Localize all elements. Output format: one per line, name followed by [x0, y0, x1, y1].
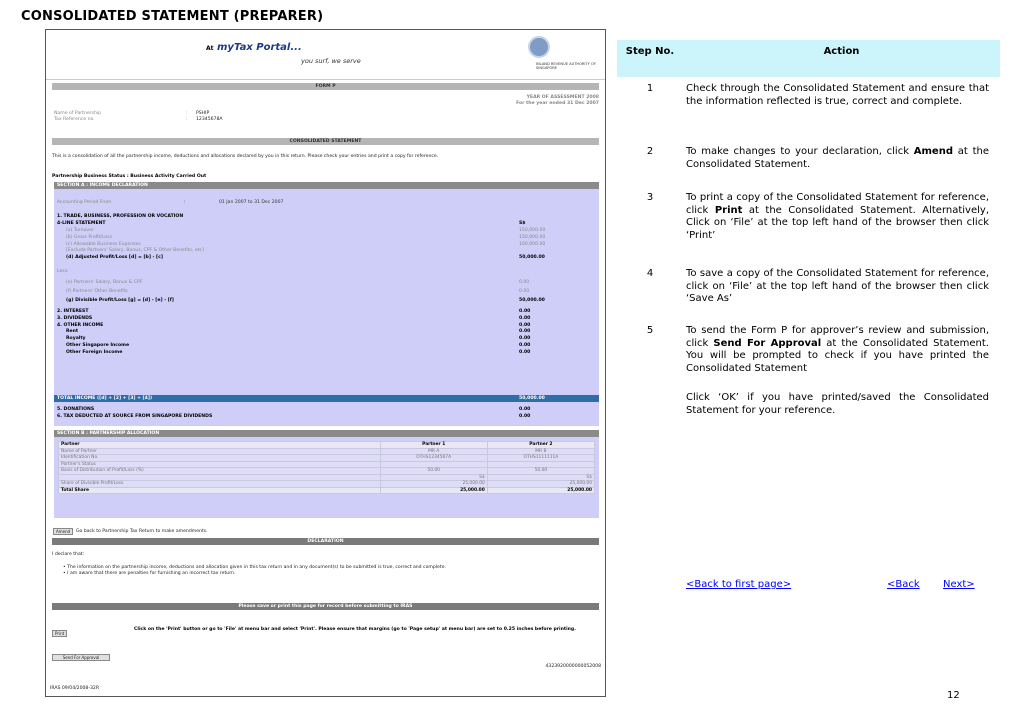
accounting-period-value: 01 Jan 2007 to 31 Dec 2007	[219, 200, 284, 205]
income-row-value: 100,000.00	[519, 241, 546, 247]
step-no-header: Step No.	[625, 46, 675, 57]
step-action	[686, 83, 989, 108]
currency-label: S$	[519, 221, 526, 226]
partner-field-value: Partner 1	[380, 442, 487, 449]
partner-field-label: Basis of Distribution of Profit/Loss (%)	[59, 468, 381, 475]
next-link[interactable]: Next>	[943, 579, 975, 590]
bullet-text: The information on the partnership income, deductions and allocation given in this tax return and in any document(s) to be submitted is true, correct and complete.	[67, 565, 446, 570]
reference-number: 4323920000000052008	[545, 664, 601, 669]
partner-field-value: 50.00	[487, 468, 594, 475]
income-row-value: 0.00	[519, 336, 531, 342]
partner-field-value: 25,000.00	[380, 481, 487, 488]
form-label-bar: FORM P	[52, 83, 599, 90]
section-a-income-declaration	[54, 182, 599, 426]
partner-field-value: MR A	[380, 448, 487, 455]
income-row-label: (b) Gross Profit/Loss	[66, 234, 112, 240]
step-action-text: Check through the Consolidated Statement and ensure that the information reflected is true, correct and complete.	[686, 83, 989, 107]
partner-field-value: 25,000.00	[487, 481, 594, 488]
step-action-text: at the Consolidated Statement. Alternatively, Click on ‘File’ at the top left hand of the browser then click ‘Print’	[686, 204, 989, 241]
total-income-row	[54, 395, 599, 402]
ok-note: Click ‘OK’ if you have printed/saved the Consolidated Statement for your reference.	[686, 392, 989, 416]
income-row-label: Other Foreign Income	[66, 349, 123, 355]
step-number: 2	[646, 146, 654, 157]
page-title: CONSOLIDATED STATEMENT (PREPARER)	[21, 9, 324, 24]
partner-allocation-table	[58, 441, 595, 494]
income-row-value: 0.00	[519, 315, 531, 321]
declaration-bullet-1: • The information on the partnership income, deductions and allocation given in this tax return and in any document(s) to be submitted is true, correct and complete.	[63, 565, 446, 570]
declaration-bullet-2: • I am aware that there are penalties for furnishing an incorrect tax return.	[63, 571, 236, 576]
business-status: Partnership Business Status : Business Activity Carried Out	[52, 174, 207, 179]
step-number: 1	[646, 83, 654, 94]
consolidated-statement-screenshot	[45, 29, 606, 697]
colon: :	[186, 117, 188, 122]
partner-field-label: Partner's Status	[59, 461, 381, 468]
save-print-bar: Please save or print this page for record before submitting to IRAS	[52, 603, 599, 610]
partner-field-value: S$	[380, 474, 487, 481]
partner-field-label: Share of Divisible Profit/Loss	[59, 481, 381, 488]
partner-field-value: 50.00	[380, 468, 487, 475]
print-instructions: Click on the 'Print' button or go to 'File' at menu bar and select 'Print'. Please ensure that margins (go to 'Page setup' at menu bar) are set to 0.25 inches before printing.	[134, 627, 576, 632]
logo-prefix: At	[206, 45, 214, 52]
step-number: 4	[646, 268, 654, 279]
less-label: Less:	[57, 269, 69, 274]
trade-heading: 1. TRADE, BUSINESS, PROFESSION OR VOCATION	[57, 214, 184, 219]
step-action	[686, 268, 989, 306]
intro-text: This is a consolidation of all the partnership income, deductions and allocations declared by you in this return. Please check your entries and print a copy for reference.	[52, 154, 439, 159]
income-row-label: 4. OTHER INCOME	[57, 322, 104, 328]
step-action-keyword: Amend	[913, 146, 953, 157]
portal-header	[46, 30, 605, 80]
income-row-label: Royalty	[66, 336, 86, 342]
income-row-value: 150,000.00	[519, 234, 546, 240]
step-action-text: at the Consolidated Statement. You will be prompted to check if you have printed the Consolidated Statement	[686, 337, 989, 374]
partnership-name-value: PSHIP	[196, 111, 210, 116]
amend-button[interactable]: Amend	[53, 528, 73, 535]
partner-field-value: MR B	[487, 448, 594, 455]
back-link[interactable]: <Back	[887, 579, 920, 590]
income-row-value: 50,000.00	[519, 298, 545, 303]
income-row-label: (f) Partners' Other Benefits	[66, 289, 128, 294]
income-row-value: 50,000.00	[519, 255, 545, 261]
iras-logo-icon	[528, 36, 550, 58]
section-a-header: SECTION A : INCOME DECLARATION	[54, 182, 599, 189]
partner-table-row	[59, 487, 595, 494]
step-action-keyword: Print	[714, 204, 743, 216]
iras-logo-text: INLAND REVENUE AUTHORITY OF SINGAPORE	[536, 62, 596, 71]
action-header: Action	[823, 46, 860, 57]
income-row-label: (c) Allowable Business Expenses	[66, 241, 141, 247]
partner-field-value: 25,000.00	[380, 487, 487, 494]
year-ended: For the year ended 31 Dec 2007	[516, 101, 599, 106]
partner-field-value: 25,000.00	[487, 487, 594, 494]
partner-field-label: Partner	[59, 442, 381, 449]
amend-text: Go back to Partnership Tax Return to make amendments.	[76, 529, 208, 534]
back-to-first-page-link[interactable]: <Back to first page>	[686, 579, 792, 590]
partner-field-label: Name of Partner	[59, 448, 381, 455]
step-action-keyword: Send For Approval	[713, 337, 822, 349]
income-row-label: 2. INTEREST	[57, 309, 89, 314]
step-action-text: To save a copy of the Consolidated Statement for reference, click on ‘File’ at the top left hand of the browser then click ‘Save As’	[686, 268, 989, 304]
steps-table	[617, 40, 1000, 416]
income-row-label: (a) Turnover	[66, 228, 94, 233]
form-footer-code: IRAS 09/04/2008-32R	[50, 686, 100, 691]
four-line-statement: 4-LINE STATEMENT	[57, 221, 106, 226]
income-row-label: 6. TAX DEDUCTED AT SOURCE FROM SINGAPORE DIVIDENDS	[57, 413, 213, 419]
income-row-value: 0.00	[519, 329, 531, 335]
income-row-label: [Exclude Partners' Salary, Bonus, CPF & Other Benefits, etc]	[66, 248, 204, 254]
income-row-label: (e) Partners' Salary, Bonus & CPF	[66, 280, 143, 285]
income-row-value: 0.00	[519, 322, 531, 328]
logo-name: myTax Portal...	[217, 42, 302, 53]
income-row-label: (g) Divisible Profit/Loss [g] = [d] - [e] - [f]	[66, 298, 174, 303]
partner-field-label: Identification No.	[59, 455, 381, 462]
declaration-bar: DECLARATION	[52, 538, 599, 545]
mytax-portal-logo	[206, 42, 302, 53]
step-action-text: To send the Form P for approver’s review and submission, click	[686, 325, 989, 349]
step-number: 5	[646, 325, 654, 336]
income-row-label: Rent	[66, 329, 79, 335]
income-row-value: 0.00	[519, 309, 531, 314]
income-row-value: 0.00	[519, 407, 531, 412]
partner-field-label: Total Share	[59, 487, 381, 494]
section-b-header: SECTION B : PARTNERSHIP ALLOCATION	[54, 430, 599, 437]
consolidated-statement-bar: CONSOLIDATED STATEMENT	[52, 138, 599, 145]
colon: :	[186, 111, 188, 116]
declare-text: I declare that:	[52, 552, 85, 557]
print-button[interactable]: Print	[52, 630, 67, 637]
partner-field-value: OTHS1234567A	[380, 455, 487, 462]
partner-field-value: OTHS1111111A	[487, 455, 594, 462]
step-action-text: To print a copy of the Consolidated Statement for reference, click	[686, 192, 989, 216]
step-action	[686, 325, 989, 375]
step-number: 3	[646, 192, 654, 203]
step-action-text: To make changes to your declaration, click	[686, 146, 914, 157]
income-row-label: (d) Adjusted Profit/Loss [d] = [b] - [c]	[66, 255, 163, 261]
step-action	[686, 146, 989, 171]
tagline: you surf, we serve	[301, 57, 361, 65]
partner-field-value: S$	[487, 474, 594, 481]
income-row-value: 0.00	[519, 289, 530, 294]
partner-field-value: Partner 2	[487, 442, 594, 449]
income-row-value: 0.00	[519, 280, 530, 285]
total-income-label: TOTAL INCOME ([d] + [2] + [3] + [4])	[57, 396, 153, 401]
steps-table-header	[617, 40, 1000, 77]
bullet-text: I am aware that there are penalties for furnishing an incorrect tax return.	[67, 571, 236, 576]
income-row-value: 0.00	[519, 413, 531, 419]
income-row-label: Other Singapore Income	[66, 343, 130, 348]
step-action	[686, 192, 989, 242]
tax-ref-value: 12345678A	[196, 117, 223, 122]
income-row-label: 3. DIVIDENDS	[57, 315, 93, 321]
colon: :	[184, 200, 186, 205]
income-row-value: 150,000.00	[519, 228, 546, 233]
step-action-text: at the Consolidated Statement.	[686, 146, 989, 170]
send-for-approval-button[interactable]: Send For Approval	[52, 654, 110, 661]
accounting-period-label: Accounting Period From	[57, 200, 112, 205]
page-number: 12	[947, 690, 960, 701]
section-b-partnership-allocation	[54, 430, 599, 518]
total-income-value: 50,000.00	[519, 396, 545, 401]
partnership-name-label: Name of Partnership	[54, 111, 102, 116]
income-row-value: 0.00	[519, 349, 531, 355]
tax-ref-label: Tax Reference no.	[54, 117, 95, 122]
income-row-value: 0.00	[519, 343, 531, 348]
income-row-label: 5. DONATIONS	[57, 407, 95, 412]
year-of-assessment: YEAR OF ASSESSMENT 2008	[526, 95, 599, 100]
